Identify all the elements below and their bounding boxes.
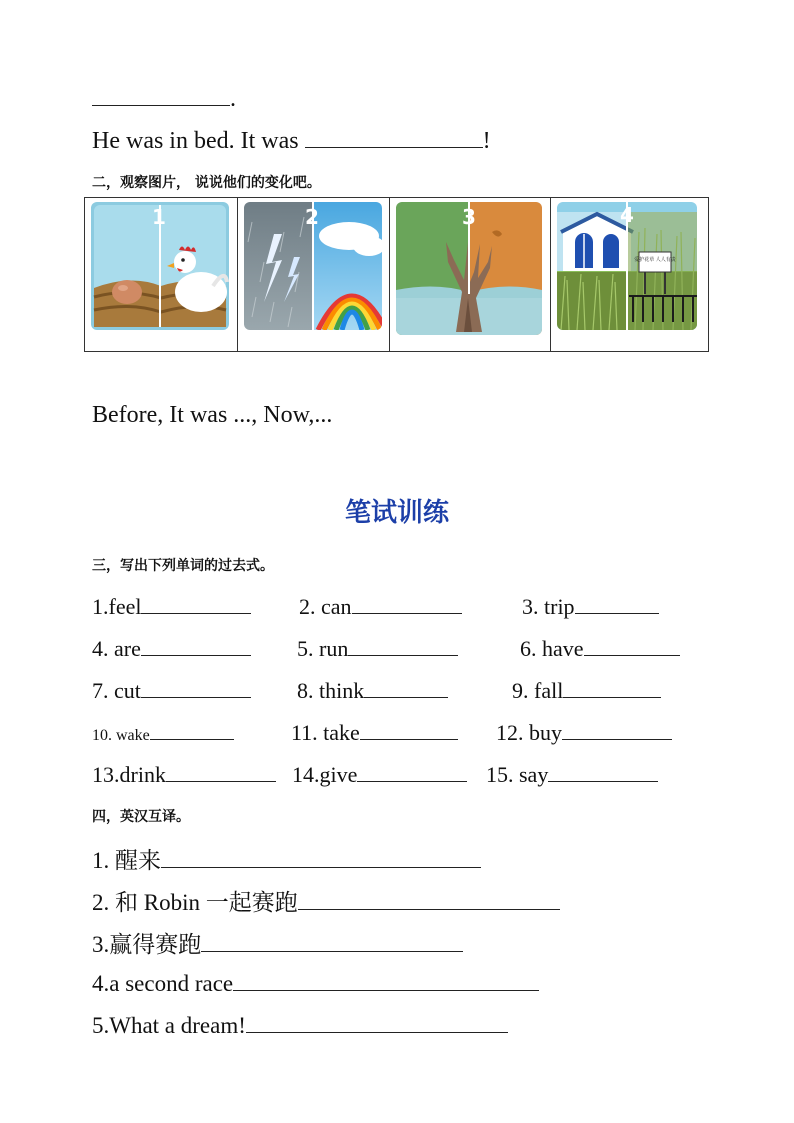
blank[interactable]: [166, 760, 276, 782]
blank[interactable]: [201, 929, 463, 952]
word-item: 7. cut: [92, 676, 251, 704]
blank[interactable]: [575, 592, 659, 614]
blank[interactable]: [298, 887, 560, 910]
translation-item-3: 3.赢得赛跑: [92, 926, 463, 959]
egg-hen-icon: [91, 202, 229, 330]
sentence-prompt: Before, It was ..., Now,...: [92, 402, 333, 428]
blank[interactable]: [364, 676, 448, 698]
svg-text:2: 2: [304, 205, 319, 229]
blank[interactable]: [305, 124, 483, 148]
translation-item-5: 5.What a dream!: [92, 1010, 508, 1039]
section-4-heading: 四，英汉互译。: [92, 809, 190, 825]
word-item: 5. run: [297, 634, 458, 662]
blank[interactable]: [562, 718, 672, 740]
word-row-3: [92, 676, 712, 706]
svg-text:爱护花草 人人有责: 爱护花草 人人有责: [633, 257, 676, 263]
picture-table: [84, 197, 709, 352]
svg-text:3: 3: [462, 205, 476, 229]
blank[interactable]: [161, 845, 481, 868]
word-item: 13.drink: [92, 760, 276, 788]
translation-item-1: 1. 醒来: [92, 842, 481, 875]
word-item: 4. are: [92, 634, 251, 662]
blank[interactable]: [357, 760, 467, 782]
tree-icon: [396, 202, 542, 335]
picture-cell-2: [238, 198, 391, 351]
sentence-he-was-in-bed: He was in bed. It was !: [92, 124, 491, 155]
word-row-2: [92, 634, 712, 664]
blank[interactable]: [141, 592, 251, 614]
word-row-4: [92, 718, 712, 748]
translation-item-2: 2. 和 Robin 一起赛跑: [92, 884, 560, 917]
section-2-heading: 二，观察图片， 说说他们的变化吧。: [92, 175, 321, 191]
blank[interactable]: [233, 968, 539, 991]
word-item: 8. think: [297, 676, 448, 704]
svg-text:4: 4: [619, 203, 634, 227]
section-3-heading: 三，写出下列单词的过去式。: [92, 558, 274, 574]
blank[interactable]: [360, 718, 458, 740]
word-item: 12. buy: [496, 718, 672, 746]
section-title-written-practice: 笔试训练: [344, 498, 449, 528]
picture-cell-3: [390, 198, 550, 351]
storm-rainbow-icon: [244, 202, 382, 330]
blank[interactable]: [150, 718, 234, 740]
picture-cell-1: [85, 198, 238, 351]
blank[interactable]: [92, 82, 230, 106]
house-field-icon: [557, 202, 697, 330]
answer-line-1: .: [92, 82, 236, 113]
word-item: 3. trip: [522, 592, 659, 620]
word-item: 9. fall: [512, 676, 661, 704]
blank[interactable]: [352, 592, 462, 614]
word-item: 11. take: [291, 718, 458, 746]
translation-item-4: 4.a second race: [92, 968, 539, 997]
blank[interactable]: [548, 760, 658, 782]
word-row-5: [92, 760, 712, 790]
blank[interactable]: [141, 676, 251, 698]
word-item: 10. wake: [92, 718, 234, 746]
blank[interactable]: [348, 634, 458, 656]
word-item: 14.give: [292, 760, 467, 788]
picture-cell-4: [551, 198, 708, 351]
word-item: 1.feel: [92, 592, 251, 620]
svg-text:1: 1: [152, 205, 166, 229]
blank[interactable]: [246, 1010, 508, 1033]
blank[interactable]: [563, 676, 661, 698]
word-row-1: [92, 592, 712, 622]
blank[interactable]: [141, 634, 251, 656]
blank[interactable]: [584, 634, 680, 656]
word-item: 2. can: [299, 592, 462, 620]
word-item: 15. say: [486, 760, 658, 788]
word-item: 6. have: [520, 634, 680, 662]
